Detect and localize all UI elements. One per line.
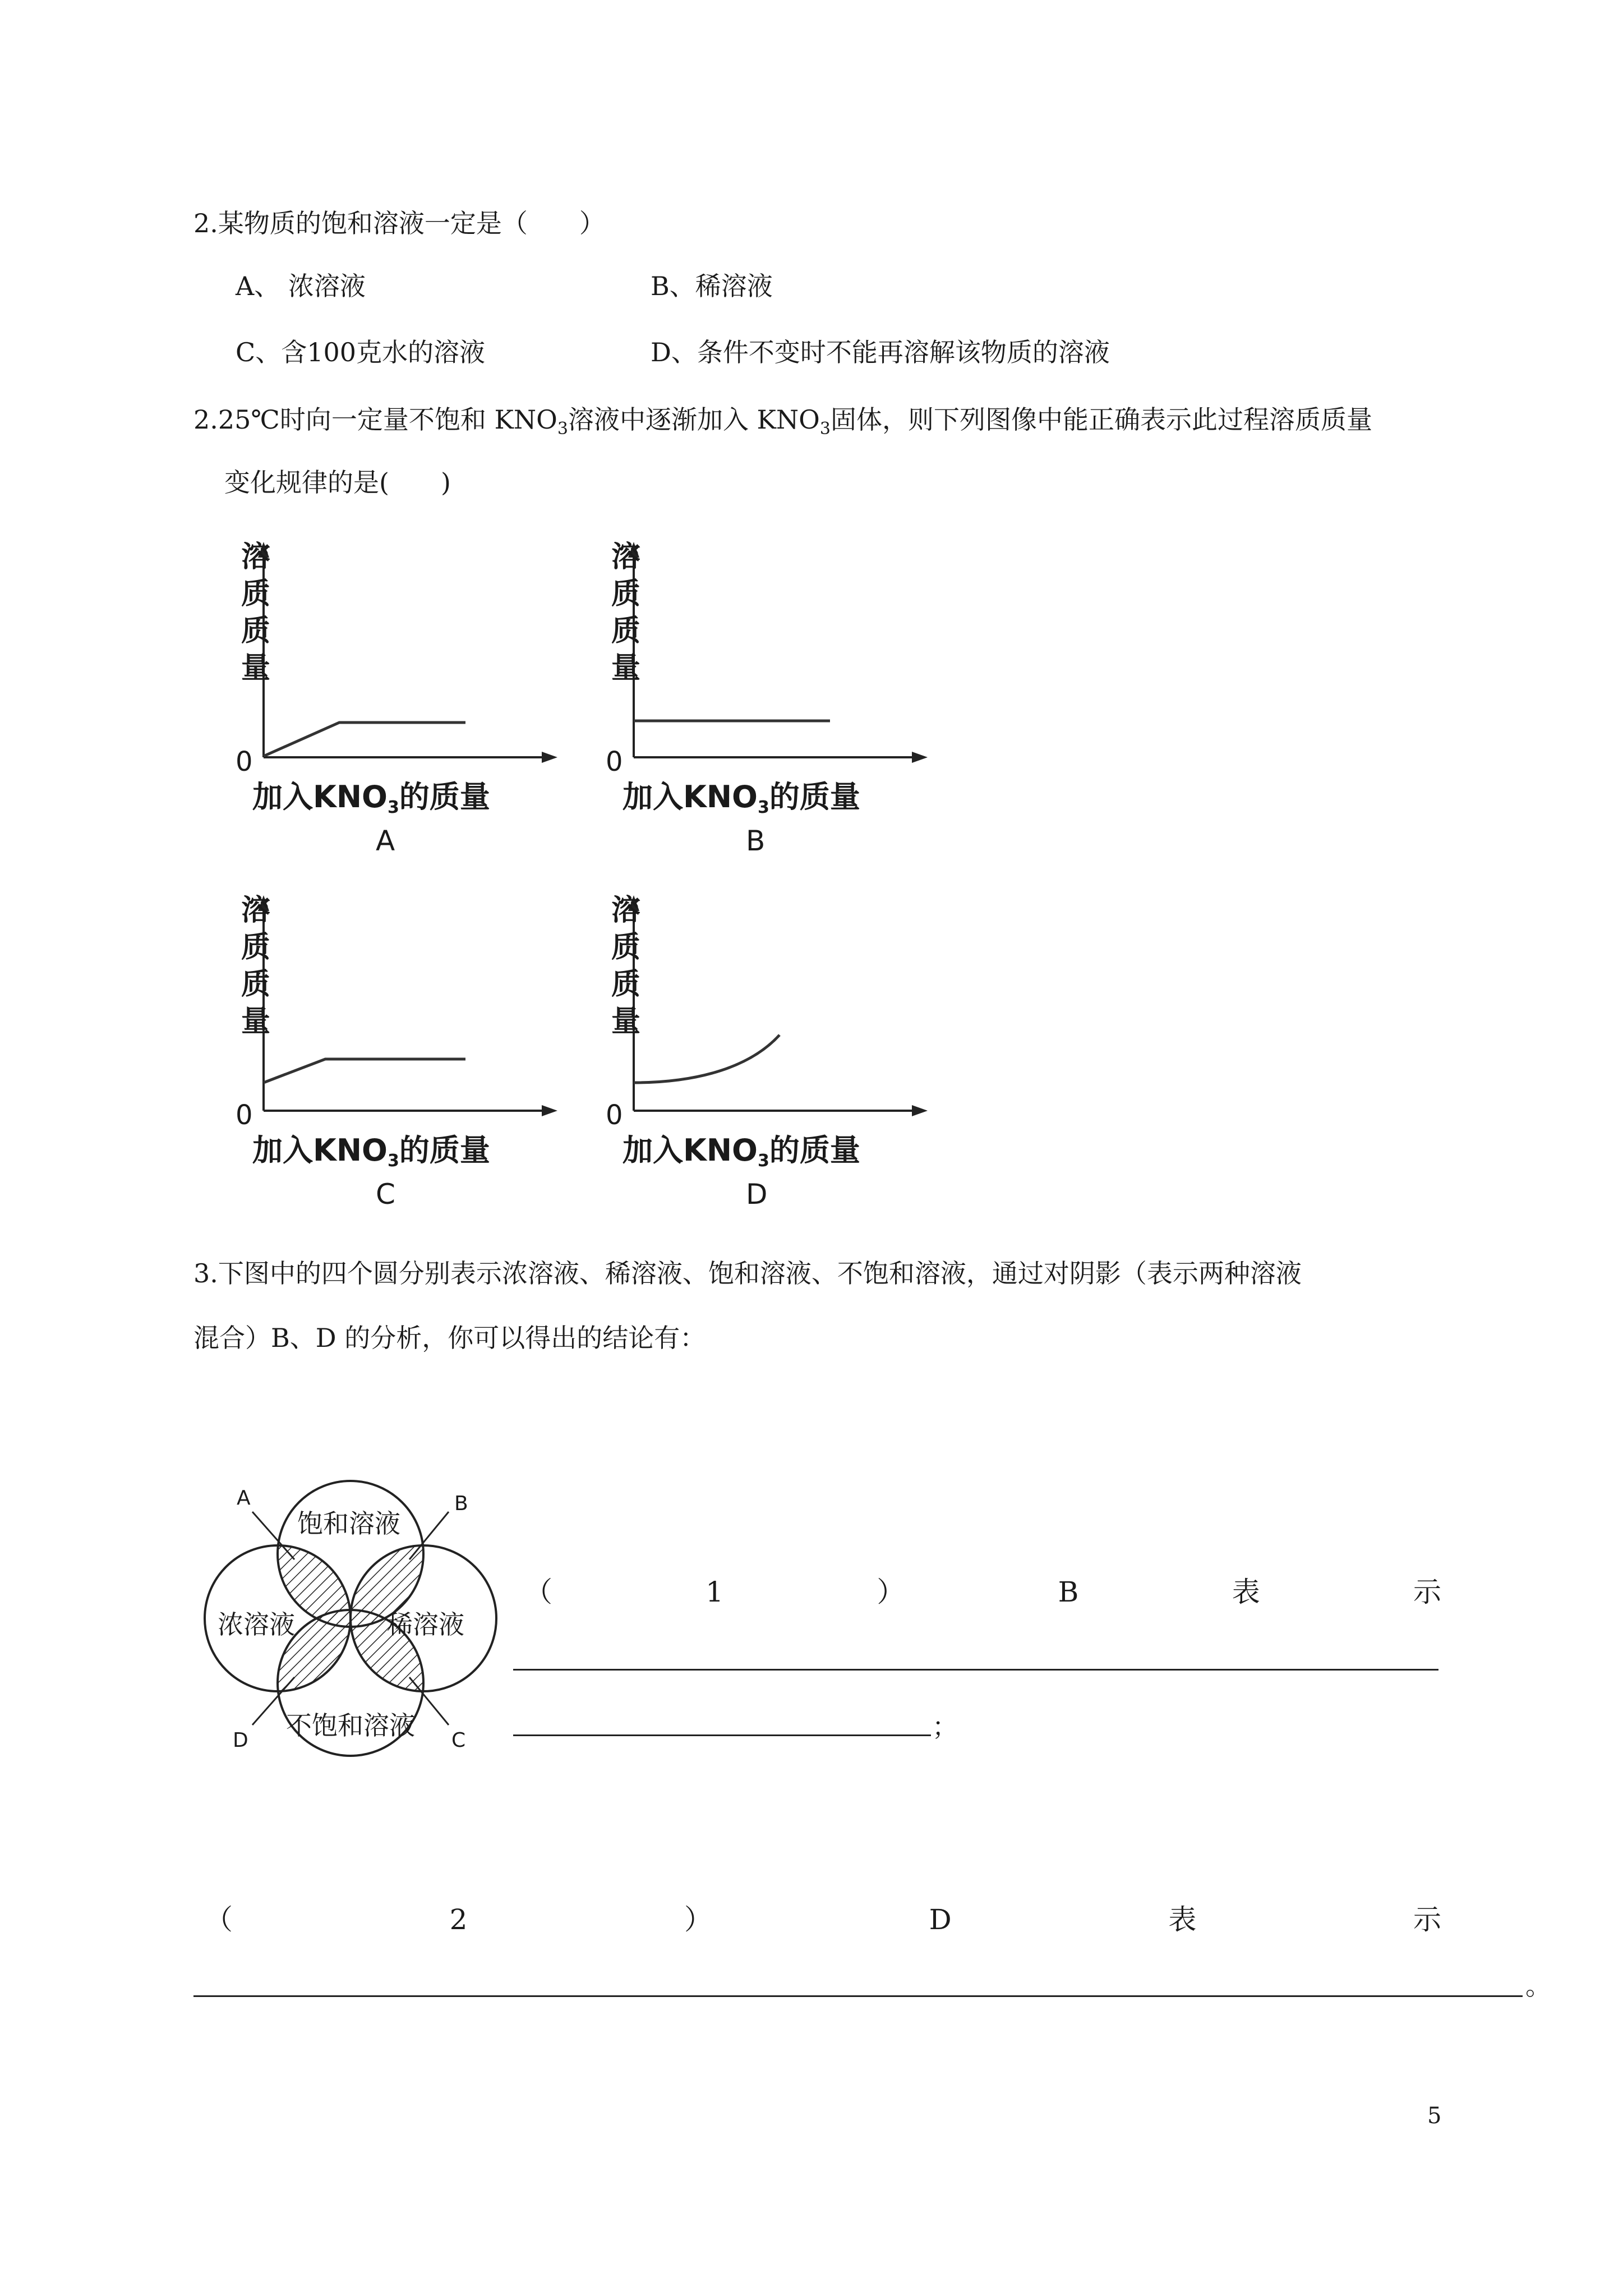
graph-d	[589, 892, 937, 1228]
q2-stem-part2: 溶液中逐渐加入 KNO	[568, 404, 820, 435]
graph-c	[219, 892, 566, 1228]
q2-stem-sub2: 3	[819, 419, 831, 439]
q2-stem-sub1: 3	[557, 419, 568, 439]
venn-top-label: 饱和溶液	[297, 1508, 400, 1539]
graph-b-origin: 0	[606, 746, 623, 777]
graph-a-origin: 0	[236, 746, 253, 777]
q3-blank1-line1[interactable]	[513, 1669, 1438, 1671]
q1-option-d: D、条件不变时不能再溶解该物质的溶液	[651, 337, 1110, 367]
graph-a-letter: A	[376, 825, 395, 857]
q2-stem-part1: 2.25℃时向一定量不饱和 KNO	[193, 404, 557, 435]
q3-stem-line2: 混合）B、D 的分析，你可以得出的结论有：	[193, 1323, 706, 1353]
page-number: 5	[1427, 2103, 1442, 2129]
graph-c-letter: C	[376, 1178, 395, 1211]
q3-blank1-end: ；	[932, 1711, 958, 1742]
graph-d-ylabel: 溶 质 质 量	[611, 894, 640, 1038]
graph-c-curve	[264, 1059, 465, 1083]
graph-c-xlabel: 加入$KNO_3$的质量	[252, 1133, 490, 1171]
venn-label-c: C	[451, 1729, 466, 1752]
venn-label-d: D	[233, 1729, 248, 1752]
graph-b-letter: B	[746, 825, 766, 857]
venn-bottom-label: 不饱和溶液	[286, 1710, 415, 1741]
q2-stem-line2: 变化规律的是( )	[224, 467, 451, 498]
q1-option-a: A、 浓溶液	[236, 271, 366, 301]
q3-blank1-prompt: （ 1 ） B 表 示	[524, 1576, 1441, 1608]
graph-a-ylabel: 溶 质 质 量	[241, 540, 270, 685]
graph-d-xlabel: 加入$KNO_3$的质量	[623, 1133, 860, 1171]
graph-d-origin: 0	[606, 1099, 623, 1131]
graph-b	[589, 539, 937, 875]
graph-a	[219, 539, 566, 875]
venn-right-label: 稀溶液	[387, 1609, 464, 1640]
graph-b-ylabel: 溶 质 质 量	[611, 540, 640, 685]
q3-blank2-prompt: （ 2 ） D 表 示	[205, 1903, 1441, 1936]
q1-stem: 2.某物质的饱和溶液一定是（ ）	[193, 208, 605, 238]
q3-blank1-line2[interactable]	[513, 1734, 931, 1736]
q2-stem-part3: 固体，则下列图像中能正确表示此过程溶质质量	[830, 404, 1372, 435]
venn-label-b: B	[454, 1492, 468, 1515]
graph-c-ylabel: 溶 质 质 量	[241, 894, 270, 1038]
q2-stem-line1	[193, 403, 1372, 446]
graph-c-origin: 0	[236, 1099, 253, 1131]
q3-blank2-line[interactable]	[193, 1995, 1523, 1997]
graph-b-xlabel: 加入$KNO_3$的质量	[623, 779, 860, 817]
venn-left-label: 浓溶液	[218, 1609, 295, 1640]
graph-d-curve	[634, 1035, 780, 1083]
q1-option-b: B、稀溶液	[651, 271, 773, 301]
q1-option-c: C、含100克水的溶液	[236, 337, 485, 367]
graph-d-letter: D	[746, 1178, 768, 1211]
venn-diagram	[202, 1470, 516, 1784]
venn-label-a: A	[237, 1487, 251, 1510]
graph-a-xlabel: 加入$KNO_3$的质量	[252, 779, 490, 817]
q3-stem-line1: 3.下图中的四个圆分别表示浓溶液、稀溶液、饱和溶液、不饱和溶液，通过对阴影（表示两种溶液	[193, 1258, 1302, 1289]
q3-blank2-end: 。	[1525, 1971, 1551, 2001]
graph-a-curve	[264, 723, 465, 756]
